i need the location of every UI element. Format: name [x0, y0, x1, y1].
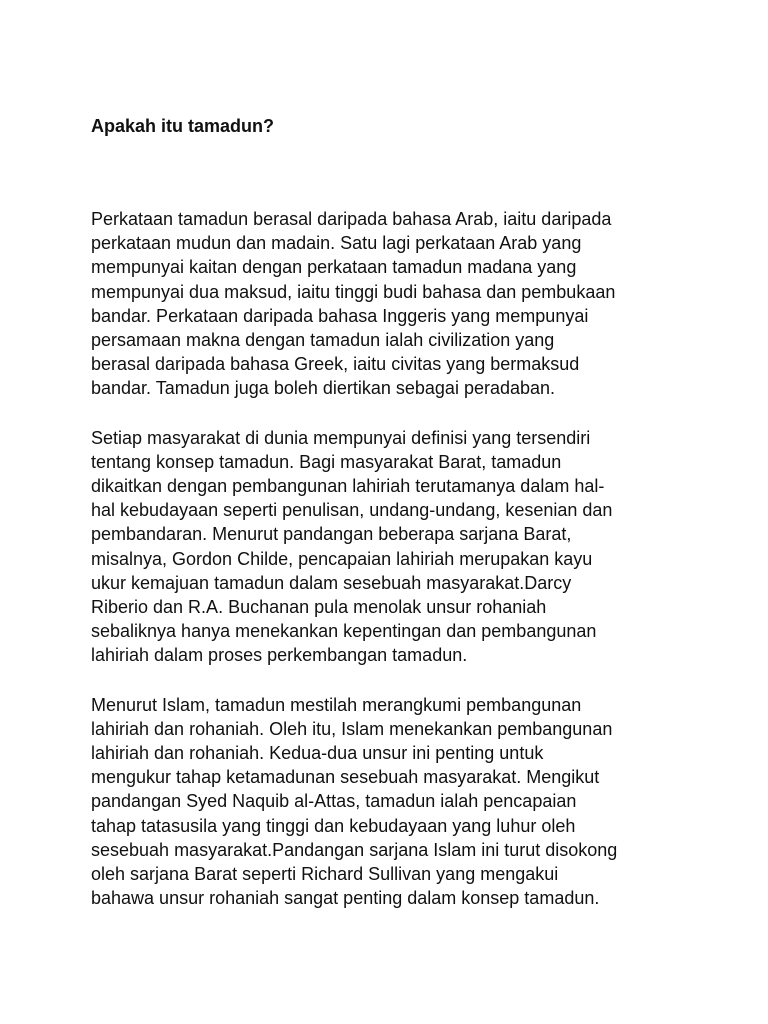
- text-line: sesebuah masyarakat.Pandangan sarjana Islam ini turut disokong: [91, 839, 618, 860]
- text-line: lahiriah dalam proses perkembangan tamadun.: [91, 645, 468, 666]
- text-line: Setiap masyarakat di dunia mempunyai definisi yang tersendiri: [91, 427, 591, 448]
- paragraph-3: [91, 693, 691, 911]
- text-line: lahiriah dan rohaniah. Oleh itu, Islam menekankan pembangunan: [91, 718, 613, 739]
- text-line: mempunyai kaitan dengan perkataan tamadun madana yang: [91, 257, 577, 278]
- text-line: bandar. Tamadun juga boleh diertikan sebagai peradaban.: [91, 378, 556, 399]
- text-line: bahawa unsur rohaniah sangat penting dalam konsep tamadun.: [91, 888, 600, 909]
- document-body: [91, 207, 691, 935]
- text-line: ukur kemajuan tamadun dalam sesebuah masyarakat.Darcy: [91, 572, 572, 593]
- text-line: tentang konsep tamadun. Bagi masyarakat Barat, tamadun: [91, 451, 562, 472]
- text-line: perkataan mudun dan madain. Satu lagi perkataan Arab yang: [91, 233, 582, 254]
- text-line: Menurut Islam, tamadun mestilah merangkumi pembangunan: [91, 694, 582, 715]
- text-line: Riberio dan R.A. Buchanan pula menolak unsur rohaniah: [91, 597, 547, 618]
- document-title: Apakah itu tamadun?: [91, 116, 275, 136]
- text-line: berasal daripada bahasa Greek, iaitu civitas yang bermaksud: [91, 354, 580, 375]
- text-line: dikaitkan dengan pembangunan lahiriah terutamanya dalam hal-: [91, 476, 605, 497]
- text-line: bandar. Perkataan daripada bahasa Inggeris yang mempunyai: [91, 305, 589, 326]
- text-line: persamaan makna dengan tamadun ialah civilization yang: [91, 330, 555, 351]
- paragraph-2: [91, 426, 691, 668]
- text-line: tahap tatasusila yang tinggi dan kebudayaan yang luhur oleh: [91, 815, 576, 836]
- text-line: sebaliknya hanya menekankan kepentingan dan pembangunan: [91, 621, 597, 642]
- text-line: pandangan Syed Naquib al-Attas, tamadun ialah pencapaian: [91, 791, 577, 812]
- text-line: lahiriah dan rohaniah. Kedua-dua unsur ini penting untuk: [91, 743, 544, 764]
- text-line: hal kebudayaan seperti penulisan, undang-undang, kesenian dan: [91, 500, 613, 521]
- text-line: mempunyai dua maksud, iaitu tinggi budi bahasa dan pembukaan: [91, 281, 616, 302]
- text-line: pembandaran. Menurut pandangan beberapa sarjana Barat,: [91, 524, 572, 545]
- text-line: Perkataan tamadun berasal daripada bahasa Arab, iaitu daripada: [91, 209, 612, 229]
- paragraph-1: [91, 207, 691, 401]
- text-line: misalnya, Gordon Childe, pencapaian lahiriah merupakan kayu: [91, 548, 593, 569]
- text-line: oleh sarjana Barat seperti Richard Sullivan yang mengakui: [91, 864, 559, 885]
- text-line: mengukur tahap ketamadunan sesebuah masyarakat. Mengikut: [91, 767, 600, 788]
